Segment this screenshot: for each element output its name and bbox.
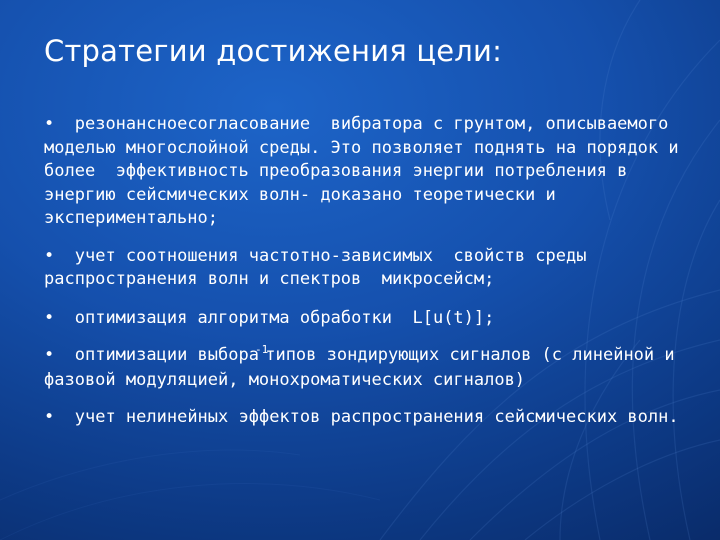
bullet-marker: • [44, 345, 55, 365]
bullet-text: оптимизация алгоритма обработки L[u(t)]; [74, 307, 495, 328]
bullet-item-resonance [44, 113, 694, 231]
bullet-marker: • [44, 307, 55, 328]
bullet-marker: • [44, 245, 55, 266]
bullet-text-part-1: оптимизации выбора [74, 345, 259, 365]
bullet-text: резонансноесогласование вибратора с грунтом, описываемого моделью многослойной среды. Это позволяет поднять на порядок и более эффективность преобразования энергии потребления в энергию сейсмических волн- доказано теоретически и экспериментально; [44, 114, 689, 228]
bullet-item-frequency [44, 245, 694, 292]
bullet-marker: • [44, 114, 55, 134]
bullet-item-signals [44, 344, 694, 392]
bullet-marker: • [44, 407, 55, 427]
superscript-minus-one: -1 [254, 343, 269, 356]
bullet-item-nonlinear [44, 406, 694, 430]
slide-title: Стратегии достижения цели: [44, 34, 503, 68]
bullet-text: учет нелинейных эффектов распространения сейсмических волн. [74, 407, 679, 427]
bullet-list [44, 113, 694, 444]
bullet-text-part-2: типов зондирующих сигналов (с линейной и фазовой модуляцией, монохроматических сигналов) [44, 345, 685, 390]
bullet-item-algorithm [44, 307, 694, 331]
bullet-text: учет соотношения частотно-зависимых свойств среды распространения волн и спектров микросейсм; [44, 245, 597, 289]
